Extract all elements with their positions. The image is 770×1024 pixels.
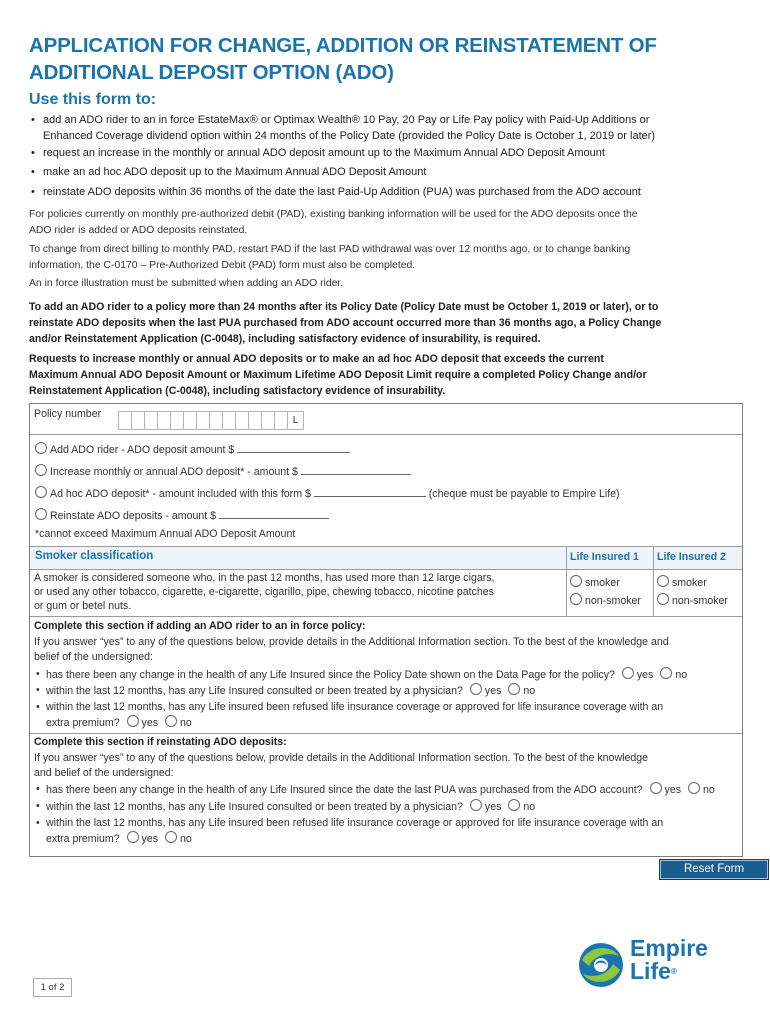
question-text: has there been any change in the health of any Life Insured since the date the last PUA was purchased from the ADO account? bbox=[46, 784, 643, 796]
yes-label: yes bbox=[484, 801, 502, 813]
add-q3-no-radio[interactable] bbox=[165, 715, 177, 727]
question-text: within the last 12 months, has any Life insured been refused life insurance coverage or approved for life insurance coverage with an bbox=[46, 817, 664, 829]
divider bbox=[30, 569, 742, 570]
reinstate-q3-no-radio[interactable] bbox=[165, 831, 177, 843]
increase-amount-field[interactable] bbox=[301, 465, 411, 475]
illustration-paragraph: An in force illustration must be submitted when adding an ADO rider. bbox=[29, 278, 344, 289]
divider bbox=[30, 733, 742, 734]
add-rider-radio[interactable] bbox=[35, 442, 47, 454]
policy-digit-cell[interactable] bbox=[144, 411, 157, 430]
bullet: • bbox=[36, 668, 40, 680]
smoker-definition-line: or used any other tobacco, cigarette, e-cigarette, cigarillo, pipe, chewing tobacco, nicotine patches bbox=[34, 586, 494, 598]
pad-paragraph-line: For policies currently on monthly pre-authorized debit (PAD), existing banking information will be used for the ADO deposits once the bbox=[29, 209, 638, 220]
use-heading: Use this form to: bbox=[29, 91, 157, 108]
reinstate-section-intro bbox=[34, 751, 648, 781]
use-item-ad-hoc bbox=[31, 164, 731, 180]
policy-digit-cell[interactable] bbox=[183, 411, 196, 430]
add-rider-amount-field[interactable] bbox=[237, 443, 350, 453]
question-text: within the last 12 months, has any Life Insured consulted or been treated by a physician? bbox=[46, 685, 463, 697]
direct-billing-paragraph bbox=[29, 242, 734, 274]
yes-label: yes bbox=[141, 833, 159, 845]
smoker-definition-line: or gum or betel nuts. bbox=[34, 600, 132, 612]
divider bbox=[30, 434, 742, 435]
question-text: has there been any change in the health of any Life Insured since the Policy Date shown on the Data Page for the policy? bbox=[46, 669, 615, 681]
policy-digit-cell[interactable] bbox=[222, 411, 235, 430]
question-row bbox=[36, 831, 736, 847]
ad-hoc-radio[interactable] bbox=[35, 486, 47, 498]
policy-digit-cell[interactable] bbox=[248, 411, 261, 430]
reinstate-label: Reinstate ADO deposits - amount $ bbox=[50, 510, 217, 522]
policy-number-label: Policy number bbox=[34, 408, 102, 420]
reset-form-button[interactable]: Reset Form bbox=[659, 859, 769, 880]
add-q2-no-radio[interactable] bbox=[508, 683, 520, 695]
direct-paragraph-line: information, the C-0170 – Pre-Authorized Debit (PAD) form must also be completed. bbox=[29, 260, 416, 271]
application-form bbox=[29, 403, 743, 857]
reinstate-question-physician bbox=[36, 799, 736, 815]
reinstate-q2-yes-radio[interactable] bbox=[470, 799, 482, 811]
add-question-physician bbox=[36, 683, 736, 699]
policy-digit-cell[interactable] bbox=[261, 411, 274, 430]
bold-line: Reinstatement Application (C-0048), including satisfactory evidence of insurability. bbox=[29, 385, 446, 397]
logo-registered-mark: ® bbox=[670, 967, 677, 976]
no-label: no bbox=[180, 717, 192, 729]
smoker-label: smoker bbox=[672, 577, 707, 589]
smoker-definition bbox=[34, 571, 564, 613]
use-item-reinstate bbox=[31, 184, 731, 200]
use-item-text-cont: Enhanced Coverage dividend option within 24 months of the Policy Date (provided the Policy Date is October 1, 2019 or later) bbox=[43, 130, 656, 142]
yes-label: yes bbox=[484, 685, 502, 697]
reinstate-question-health-change bbox=[36, 782, 736, 798]
page-title bbox=[29, 32, 729, 86]
policy-digit-cell[interactable] bbox=[170, 411, 183, 430]
no-label: no bbox=[180, 833, 192, 845]
bold-line: Requests to increase monthly or annual ADO deposits or to make an ad hoc ADO deposit that exceeds the current bbox=[29, 353, 604, 365]
bullet: • bbox=[36, 684, 40, 696]
question-row bbox=[36, 683, 736, 699]
question-row bbox=[36, 782, 736, 798]
policy-digit-cell[interactable] bbox=[235, 411, 248, 430]
yes-label: yes bbox=[141, 717, 159, 729]
bullet: • bbox=[31, 114, 35, 126]
life1-non-smoker-option[interactable] bbox=[570, 593, 641, 607]
use-item-text: request an increase in the monthly or annual ADO deposit amount up to the Maximum Annual ADO Deposit Amount bbox=[43, 147, 605, 159]
logo-wordmark bbox=[630, 937, 708, 983]
no-label: no bbox=[523, 685, 536, 697]
life2-non-smoker-option[interactable] bbox=[657, 593, 728, 607]
direct-paragraph-line: To change from direct billing to monthly PAD, restart PAD if the last PAD withdrawal was over 12 months ago, or to change banking bbox=[29, 244, 631, 255]
non-smoker-label: non-smoker bbox=[585, 595, 641, 607]
ad-hoc-option[interactable] bbox=[35, 486, 620, 500]
reinstate-q1-no-radio[interactable] bbox=[688, 782, 700, 794]
pad-paragraph bbox=[29, 207, 734, 239]
add-section-intro bbox=[34, 635, 669, 665]
life1-smoker-option[interactable] bbox=[570, 575, 620, 589]
yes-label: yes bbox=[664, 784, 682, 796]
reinstate-q3-yes-radio[interactable] bbox=[127, 831, 139, 843]
question-text: within the last 12 months, has any Life insured been refused life insurance coverage or approved for life insurance coverage with an bbox=[46, 701, 664, 713]
use-item-increase bbox=[31, 145, 731, 161]
bold-line: To add an ADO rider to a policy more than 24 months after its Policy Date (Policy Date must be October 1, 2019 or later), or to bbox=[29, 301, 659, 313]
empire-life-logo bbox=[577, 937, 737, 992]
add-q3-yes-radio[interactable] bbox=[127, 715, 139, 727]
use-item-add-rider bbox=[31, 112, 731, 144]
bullet: • bbox=[36, 817, 40, 829]
add-question-refused bbox=[36, 700, 736, 731]
bullet: • bbox=[36, 800, 40, 812]
reinstate-amount-field[interactable] bbox=[219, 509, 329, 519]
smoker-heading: Smoker classification bbox=[35, 550, 154, 562]
intro-line: and belief of the undersigned: bbox=[34, 767, 174, 779]
life-insured-2-heading: Life Insured 2 bbox=[657, 551, 726, 563]
add-question-health-change bbox=[36, 667, 736, 683]
policy-digit-cell[interactable] bbox=[274, 411, 287, 430]
add-q1-yes-radio[interactable] bbox=[622, 667, 634, 679]
use-item-text: reinstate ADO deposits within 36 months of the date the last Paid-Up Addition (PUA) was purchased from the ADO account bbox=[43, 186, 641, 198]
divider bbox=[566, 546, 567, 616]
life2-smoker-option[interactable] bbox=[657, 575, 707, 589]
divider bbox=[653, 546, 654, 616]
no-label: no bbox=[702, 784, 715, 796]
logo-line-2 bbox=[630, 960, 708, 983]
title-line-2: ADDITIONAL DEPOSIT OPTION (ADO) bbox=[29, 61, 394, 84]
question-text: extra premium? bbox=[46, 717, 120, 729]
add-q2-yes-radio[interactable] bbox=[470, 683, 482, 695]
question-text: extra premium? bbox=[46, 833, 120, 845]
reinstate-question-refused bbox=[36, 816, 736, 847]
use-item-text: add an ADO rider to an in force EstateMax® or Optimax Wealth® 10 Pay, 20 Pay or Life Pay policy with Paid-Up Additions or bbox=[43, 114, 650, 126]
reinstate-section-heading: Complete this section if reinstating ADO deposits: bbox=[34, 736, 287, 748]
title-line-1: APPLICATION FOR CHANGE, ADDITION OR REINSTATEMENT OF bbox=[29, 34, 657, 57]
reinstate-radio[interactable] bbox=[35, 508, 47, 520]
page-indicator: 1 of 2 bbox=[33, 978, 72, 997]
deposit-footnote: *cannot exceed Maximum Annual ADO Deposit Amount bbox=[35, 528, 296, 540]
policy-number-input[interactable] bbox=[118, 411, 304, 429]
logo-line-2-text: Life bbox=[630, 958, 671, 984]
bullet: • bbox=[31, 166, 35, 178]
question-row bbox=[36, 667, 736, 683]
use-item-text: make an ad hoc ADO deposit up to the Maximum Annual ADO Deposit Amount bbox=[43, 166, 427, 178]
increase-option[interactable] bbox=[35, 464, 411, 478]
policy-digit-cell[interactable] bbox=[131, 411, 144, 430]
intro-line: If you answer “yes” to any of the questions below, provide details in the Additional Information section. To the best of the knowledge and bbox=[34, 636, 669, 648]
reinstate-q2-no-radio[interactable] bbox=[508, 799, 520, 811]
evidence-paragraph-2 bbox=[29, 351, 734, 399]
divider bbox=[30, 616, 742, 617]
add-rider-label: Add ADO rider - ADO deposit amount $ bbox=[50, 444, 235, 456]
add-q1-no-radio[interactable] bbox=[660, 667, 672, 679]
non-smoker-label: non-smoker bbox=[672, 595, 728, 607]
smoker-label: smoker bbox=[585, 577, 620, 589]
reinstate-q1-yes-radio[interactable] bbox=[650, 782, 662, 794]
life2-smoker-radio[interactable] bbox=[657, 575, 669, 587]
pad-paragraph-line: ADO rider is added or ADO deposits reinstated. bbox=[29, 225, 248, 236]
policy-suffix: L bbox=[287, 411, 304, 430]
evidence-paragraph-1 bbox=[29, 299, 734, 347]
ad-hoc-note: (cheque must be payable to Empire Life) bbox=[428, 488, 620, 500]
question-row bbox=[36, 799, 736, 815]
ad-hoc-label: Ad hoc ADO deposit* - amount included with this form $ bbox=[50, 488, 311, 500]
life2-non-smoker-radio[interactable] bbox=[657, 593, 669, 605]
bullet: • bbox=[31, 186, 35, 198]
bullet: • bbox=[36, 783, 40, 795]
life-insured-1-heading: Life Insured 1 bbox=[570, 551, 639, 563]
ad-hoc-amount-field[interactable] bbox=[314, 487, 426, 497]
divider bbox=[30, 546, 742, 547]
smoker-definition-line: A smoker is considered someone who, in the past 12 months, has used more than 12 large cigars, bbox=[34, 572, 495, 584]
increase-radio[interactable] bbox=[35, 464, 47, 476]
policy-digit-cell[interactable] bbox=[209, 411, 222, 430]
reinstate-option[interactable] bbox=[35, 508, 329, 522]
policy-digit-cell[interactable] bbox=[157, 411, 170, 430]
bullet: • bbox=[31, 147, 35, 159]
life1-non-smoker-radio[interactable] bbox=[570, 593, 582, 605]
question-text: within the last 12 months, has any Life Insured consulted or been treated by a physician? bbox=[46, 801, 463, 813]
policy-digit-cell[interactable] bbox=[118, 411, 131, 430]
intro-line: If you answer “yes” to any of the questions below, provide details in the Additional Information section. To the best of the knowledge bbox=[34, 752, 649, 764]
policy-digit-cell[interactable] bbox=[196, 411, 209, 430]
bold-line: reinstate ADO deposits when the last PUA purchased from ADO account occurred more than 36 months ago, a Policy Change bbox=[29, 317, 662, 329]
no-label: no bbox=[523, 801, 536, 813]
no-label: no bbox=[675, 669, 688, 681]
logo-line-1: Empire bbox=[630, 935, 708, 961]
life1-smoker-radio[interactable] bbox=[570, 575, 582, 587]
bold-line: Maximum Annual ADO Deposit Amount or Maximum Lifetime ADO Deposit Limit require a completed Policy Change and/or bbox=[29, 369, 647, 381]
question-row bbox=[36, 715, 736, 731]
add-rider-option[interactable] bbox=[35, 442, 350, 456]
add-section-heading: Complete this section if adding an ADO rider to an in force policy: bbox=[34, 620, 366, 632]
increase-label: Increase monthly or annual ADO deposit* - amount $ bbox=[50, 466, 298, 478]
bullet: • bbox=[36, 701, 40, 713]
intro-line: belief of the undersigned: bbox=[34, 651, 153, 663]
bold-line: and/or Reinstatement Application (C-0048), including satisfactory evidence of insurability, is required. bbox=[29, 333, 541, 345]
yes-label: yes bbox=[636, 669, 654, 681]
logo-mark-icon bbox=[577, 940, 625, 990]
